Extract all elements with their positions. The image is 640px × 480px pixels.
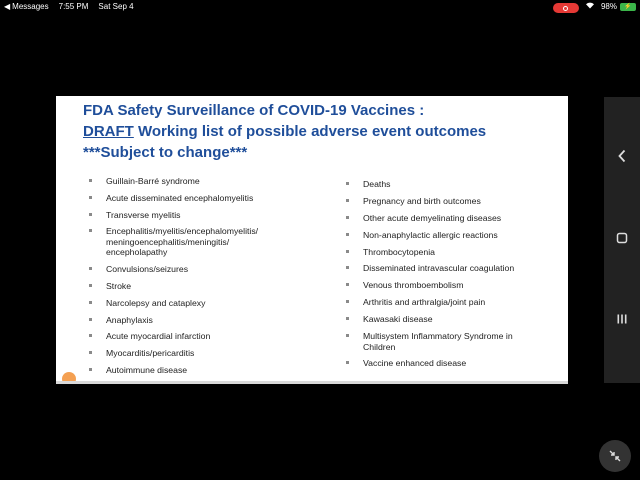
list-item: Thrombocytopenia — [343, 247, 543, 258]
status-bar — [0, 0, 640, 14]
list-item: Disseminated intravascular coagulation — [343, 263, 543, 274]
list-item: Pregnancy and birth outcomes — [343, 196, 543, 207]
list-item: Multisystem Inflammatory Syndrome in Children — [343, 331, 543, 352]
list-item: Vaccine enhanced disease — [343, 358, 543, 369]
draft-label: DRAFT — [83, 123, 134, 140]
back-button[interactable] — [604, 149, 640, 169]
presentation-slide — [56, 96, 568, 384]
record-icon — [563, 6, 568, 11]
left-outcomes-column — [86, 176, 286, 382]
back-to-app-link[interactable] — [4, 0, 49, 14]
list-item: Encephalitis/myelitis/encephalomyelitis/ meningoencephalitis/meningitis/ encepholapathy — [86, 226, 286, 258]
home-square-icon — [616, 232, 628, 244]
list-item: Kawasaki disease — [343, 314, 543, 325]
list-item: Acute myocardial infarction — [86, 331, 286, 342]
slide-footer-bar — [56, 381, 568, 384]
list-item: Autoimmune disease — [86, 365, 286, 376]
battery-icon: ⚡ — [620, 3, 636, 11]
list-item: Narcolepsy and cataplexy — [86, 298, 286, 309]
list-item: Guillain-Barré syndrome — [86, 176, 286, 187]
home-button[interactable] — [604, 230, 640, 250]
title-line-1: FDA Safety Surveillance of COVID-19 Vaccines : — [83, 102, 425, 119]
screen-recording-indicator[interactable] — [553, 3, 579, 13]
back-app-label: Messages — [12, 2, 49, 11]
list-item: Deaths — [343, 179, 543, 190]
status-date: Sat Sep 4 — [98, 2, 134, 11]
battery-percent: 98% — [600, 2, 617, 11]
list-item: Arthritis and arthralgia/joint pain — [343, 297, 543, 308]
list-item: Other acute demyelinating diseases — [343, 213, 543, 224]
title-line-3: ***Subject to change*** — [83, 144, 248, 161]
side-navigation-bar — [604, 97, 640, 383]
recents-icon — [616, 313, 628, 325]
title-line-2 — [83, 121, 486, 142]
list-item: Non-anaphylactic allergic reactions — [343, 230, 543, 241]
list-item: Myocarditis/pericarditis — [86, 348, 286, 359]
slide-title — [83, 100, 486, 163]
list-item: Transverse myelitis — [86, 210, 286, 221]
battery-status — [601, 0, 636, 14]
collapse-button[interactable] — [599, 440, 631, 472]
list-item: Acute disseminated encephalomyelitis — [86, 193, 286, 204]
list-item: Anaphylaxis — [86, 315, 286, 326]
recents-button[interactable] — [604, 311, 640, 331]
right-outcomes-column — [343, 179, 543, 375]
list-item: Stroke — [86, 281, 286, 292]
list-item: Venous thromboembolism — [343, 280, 543, 291]
chevron-left-icon — [617, 149, 627, 163]
collapse-arrows-icon — [607, 448, 623, 464]
back-triangle-icon: ◀ — [4, 2, 11, 11]
wifi-icon — [585, 0, 595, 14]
list-item: Convulsions/seizures — [86, 264, 286, 275]
status-time: 7:55 PM — [58, 2, 89, 11]
title-line-2-text: Working list of possible adverse event outcomes — [133, 123, 487, 140]
